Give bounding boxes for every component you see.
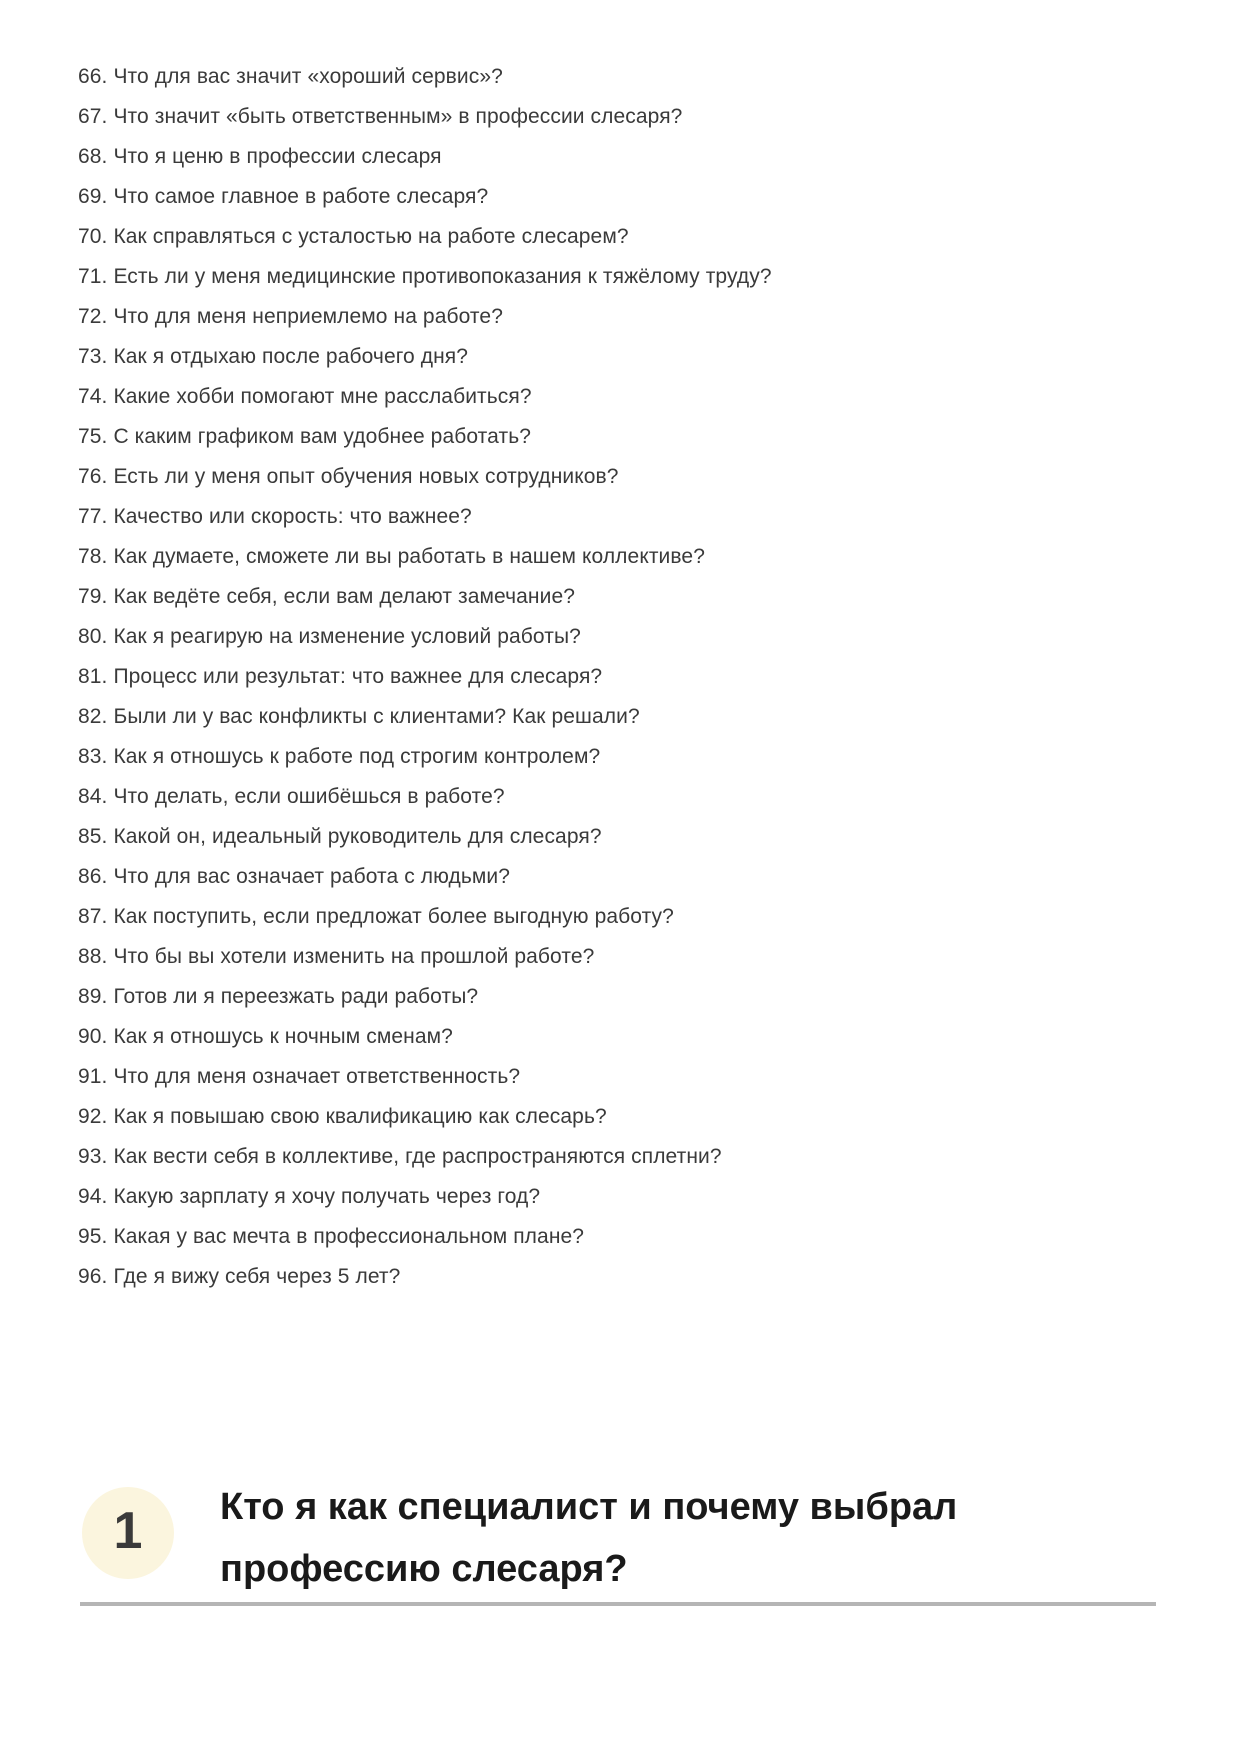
- question-list-item: [78, 217, 772, 257]
- question-number: 91.: [78, 1065, 108, 1088]
- question-number: 74.: [78, 385, 108, 408]
- question-number: 81.: [78, 665, 108, 688]
- question-text: Какая у вас мечта в профессиональном плане?: [113, 1225, 585, 1248]
- question-number: 75.: [78, 425, 108, 448]
- question-list-item: [78, 297, 772, 337]
- question-number: 90.: [78, 1025, 108, 1048]
- question-text: Готов ли я переезжать ради работы?: [113, 985, 479, 1008]
- question-number: 77.: [78, 505, 108, 528]
- section-header: [0, 1440, 1239, 1660]
- question-number: 87.: [78, 905, 108, 928]
- question-text: Что для меня означает ответственность?: [113, 1065, 521, 1088]
- question-list-item: [78, 817, 772, 857]
- question-text: Есть ли у меня опыт обучения новых сотрудников?: [113, 465, 619, 488]
- question-list-item: [78, 257, 772, 297]
- question-number: 96.: [78, 1265, 108, 1288]
- question-list-item: [78, 777, 772, 817]
- question-text: Были ли у вас конфликты с клиентами? Как решали?: [113, 705, 640, 728]
- question-number: 71.: [78, 265, 108, 288]
- question-number: 78.: [78, 545, 108, 568]
- question-number: 79.: [78, 585, 108, 608]
- question-list-item: [78, 1017, 772, 1057]
- question-text: Что значит «быть ответственным» в профессии слесаря?: [113, 105, 683, 128]
- question-text: Как я отдыхаю после рабочего дня?: [113, 345, 469, 368]
- question-number: 89.: [78, 985, 108, 1008]
- question-list-item: [78, 497, 772, 537]
- question-list-item: [78, 1097, 772, 1137]
- question-text: Как я реагирую на изменение условий работы?: [113, 625, 581, 648]
- section-divider: [80, 1602, 1156, 1606]
- question-list: [78, 57, 772, 1297]
- question-text: Процесс или результат: что важнее для слесаря?: [113, 665, 603, 688]
- question-number: 68.: [78, 145, 108, 168]
- question-text: Как я повышаю свою квалификацию как слесарь?: [113, 1105, 607, 1128]
- question-list-item: [78, 377, 772, 417]
- section-number-badge: [82, 1487, 174, 1579]
- question-list-item: [78, 977, 772, 1017]
- question-number: 88.: [78, 945, 108, 968]
- question-list-item: [78, 57, 772, 97]
- question-list-item: [78, 1137, 772, 1177]
- question-list-item: [78, 337, 772, 377]
- question-list-item: [78, 617, 772, 657]
- question-list-item: [78, 177, 772, 217]
- question-text: Как ведёте себя, если вам делают замечание?: [113, 585, 575, 608]
- question-text: Какие хобби помогают мне расслабиться?: [113, 385, 532, 408]
- question-text: Как думаете, сможете ли вы работать в нашем коллективе?: [113, 545, 705, 568]
- question-list-item: [78, 857, 772, 897]
- section-title: [220, 1476, 957, 1600]
- question-number: 67.: [78, 105, 108, 128]
- question-list-item: [78, 457, 772, 497]
- question-number: 85.: [78, 825, 108, 848]
- question-text: Как я отношусь к работе под строгим контролем?: [113, 745, 601, 768]
- question-number: 80.: [78, 625, 108, 648]
- question-text: Какую зарплату я хочу получать через год?: [113, 1185, 541, 1208]
- question-text: С каким графиком вам удобнее работать?: [113, 425, 532, 448]
- question-list-item: [78, 657, 772, 697]
- question-text: Какой он, идеальный руководитель для слесаря?: [113, 825, 602, 848]
- question-number: 93.: [78, 1145, 108, 1168]
- question-number: 95.: [78, 1225, 108, 1248]
- question-list-item: [78, 737, 772, 777]
- question-number: 72.: [78, 305, 108, 328]
- question-list-item: [78, 897, 772, 937]
- question-number: 82.: [78, 705, 108, 728]
- question-list-item: [78, 1177, 772, 1217]
- question-list-item: [78, 697, 772, 737]
- section-title-line-2: профессию слесаря?: [220, 1548, 628, 1590]
- question-number: 83.: [78, 745, 108, 768]
- question-number: 73.: [78, 345, 108, 368]
- question-text: Что делать, если ошибёшься в работе?: [113, 785, 505, 808]
- question-text: Что для вас означает работа с людьми?: [113, 865, 511, 888]
- question-number: 84.: [78, 785, 108, 808]
- question-text: Что для меня неприемлемо на работе?: [113, 305, 503, 328]
- question-list-item: [78, 937, 772, 977]
- question-number: 70.: [78, 225, 108, 248]
- question-number: 69.: [78, 185, 108, 208]
- question-text: Есть ли у меня медицинские противопоказания к тяжёлому труду?: [113, 265, 772, 288]
- question-list-item: [78, 577, 772, 617]
- question-text: Как справляться с усталостью на работе слесарем?: [113, 225, 629, 248]
- question-text: Как вести себя в коллективе, где распространяются сплетни?: [113, 1145, 722, 1168]
- question-list-item: [78, 97, 772, 137]
- question-number: 92.: [78, 1105, 108, 1128]
- question-list-item: [78, 137, 772, 177]
- question-list-item: [78, 537, 772, 577]
- question-text: Качество или скорость: что важнее?: [113, 505, 472, 528]
- question-number: 94.: [78, 1185, 108, 1208]
- question-list-item: [78, 1257, 772, 1297]
- question-text: Что самое главное в работе слесаря?: [113, 185, 489, 208]
- question-text: Как я отношусь к ночным сменам?: [113, 1025, 453, 1048]
- question-text: Что я ценю в профессии слесаря: [113, 145, 442, 168]
- question-text: Как поступить, если предложат более выгодную работу?: [113, 905, 674, 928]
- question-text: Где я вижу себя через 5 лет?: [113, 1265, 401, 1288]
- question-number: 86.: [78, 865, 108, 888]
- question-text: Что для вас значит «хороший сервис»?: [113, 65, 503, 88]
- question-number: 66.: [78, 65, 108, 88]
- question-list-item: [78, 1057, 772, 1097]
- question-list-item: [78, 1217, 772, 1257]
- question-number: 76.: [78, 465, 108, 488]
- question-list-item: [78, 417, 772, 457]
- question-text: Что бы вы хотели изменить на прошлой работе?: [113, 945, 595, 968]
- section-number: 1: [113, 1502, 143, 1560]
- section-title-line-1: Кто я как специалист и почему выбрал: [220, 1486, 958, 1528]
